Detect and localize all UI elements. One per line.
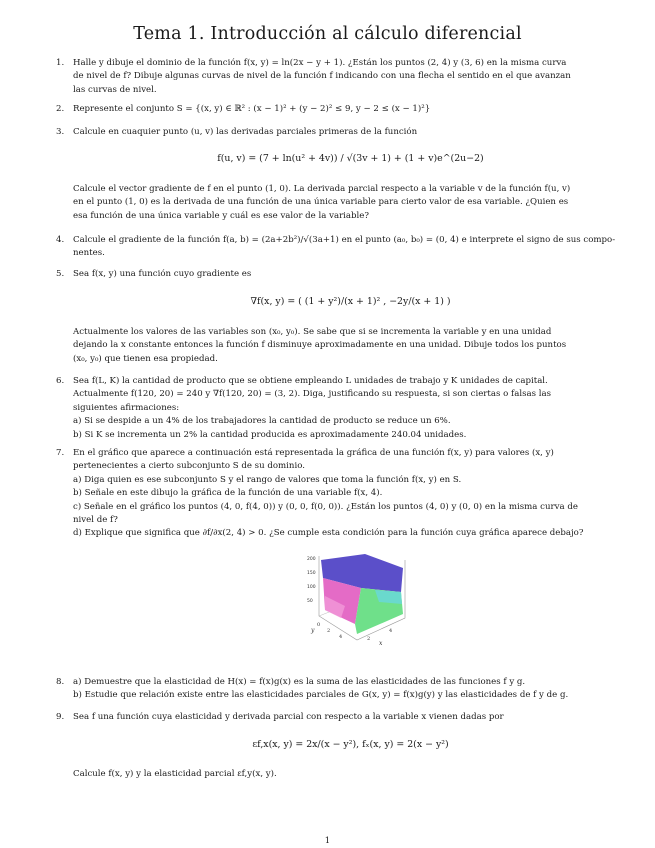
problem-number: 4. xyxy=(56,235,65,245)
z-tick-label: 200 xyxy=(307,557,316,562)
z-tick-label: 100 xyxy=(307,585,316,590)
problem-line: Actualmente los valores de las variables son (x₀, y₀). Se sabe que si se incrementa la variable y en una unidad xyxy=(73,327,552,337)
z-tick-label: 50 xyxy=(307,599,313,604)
problem-line: de nivel de f? Dibuje algunas curvas de nivel de la función f indicando con una flecha el sentido en el que avanzan xyxy=(73,71,571,82)
problem-number: 7. xyxy=(56,448,65,458)
surface-patch-cyan xyxy=(375,590,402,604)
problem-line: Represente el conjunto S = {(x, y) ∈ ℝ² : (x − 1)² + (y − 2)² ≤ 9, y − 2 ≤ (x − 1)²} xyxy=(73,104,431,114)
y-tick-label: 4 xyxy=(339,634,343,640)
problem-line: Calcule el gradiente de la función f(a, b) = (2a+2b²)/√(3a+1) en el punto (a₀, b₀) = (0, 4) e interprete el signo de sus compo- xyxy=(73,235,616,245)
problem-line: Actualmente f(120, 20) = 240 y ∇f(120, 20) = (3, 2). Diga, justificando su respuesta, si son ciertas o falsas las xyxy=(73,389,552,400)
z-tick-label: 150 xyxy=(307,571,316,576)
problem-line: b) Si K se incrementa un 2% la cantidad producida es aproximadamente 240.04 unidades. xyxy=(73,429,467,440)
problem-6 xyxy=(56,375,628,442)
problem-line: esa función de una única variable y cuál es ese valor de la variable? xyxy=(73,210,370,221)
equation-5: ∇f(x, y) = ( (1 + y²)/(x + 1)² , −2y/(x + 1) ) xyxy=(250,296,451,307)
y-axis-label: y xyxy=(311,627,315,634)
page-title: Tema 1. Introducción al cálculo diferencial xyxy=(133,24,522,44)
problem-line: Sea f una función cuya elasticidad y derivada parcial con respecto a la variable x vienen dadas por xyxy=(73,712,504,722)
equation-3: f(u, v) = (7 + ln(u² + 4v)) / √(3v + 1) + (1 + v)e^(2u−2) xyxy=(217,153,484,164)
problem-line: c) Señale en el gráfico los puntos (4, 0, f(4, 0)) y (0, 0, f(0, 0)). ¿Están los puntos (4, 0) y (0, 0) en la misma curva de xyxy=(73,501,578,512)
problem-7 xyxy=(56,447,628,541)
problem-line: Sea f(x, y) una función cuyo gradiente es xyxy=(73,269,252,279)
problem-line: dejando la x constante entonces la función f disminuye aproximadamente en una unidad. Dibuje todos los puntos xyxy=(73,340,567,351)
surface-plot xyxy=(305,548,415,648)
problem-line: nentes. xyxy=(73,248,105,259)
x-tick-label: 2 xyxy=(367,636,371,642)
problem-line: En el gráfico que aparece a continuación está representada la gráfica de una función f(x, y) para valores (x, y) xyxy=(73,448,554,458)
problem-line: a) Diga quien es ese subconjunto S y el rango de valores que toma la función f(x, y) en S. xyxy=(73,474,462,485)
problem-line: d) Explique que significa que ∂f/∂x(2, 4) > 0. ¿Se cumple esta condición para la función cuya gráfica aparece debajo? xyxy=(73,528,584,539)
problem-2 xyxy=(56,103,628,116)
problem-number: 9. xyxy=(56,712,65,722)
x-axis-label: x xyxy=(379,640,383,647)
problem-line: nivel de f? xyxy=(73,515,118,526)
problem-number: 6. xyxy=(56,376,65,386)
problem-3-continued xyxy=(73,183,628,223)
problem-9-continued xyxy=(73,768,628,781)
problem-line: a) Demuestre que la elasticidad de H(x) = f(x)g(x) es la suma de las elasticidades de las funciones f y g. xyxy=(73,677,526,687)
equation-9: εf,x(x, y) = 2x/(x − y²), fₓ(x, y) = 2(x − y²) xyxy=(252,739,449,750)
problem-number: 2. xyxy=(56,104,65,114)
problem-5-continued xyxy=(73,326,628,366)
problem-line: Calcule en cuaquier punto (u, v) las derivadas parciales primeras de la función xyxy=(73,127,418,137)
problem-line: Halle y dibuje el dominio de la función f(x, y) = ln(2x − y + 1). ¿Están los puntos (2, 4) y (3, 6) en la misma curva xyxy=(73,58,567,68)
problem-9 xyxy=(56,711,628,724)
problem-line: Calcule el vector gradiente de f en el punto (1, 0). La derivada parcial respecto a la variable v de la función f(u, v) xyxy=(73,184,571,194)
problem-line: b) Estudie que relación existe entre las elasticidades parciales de G(x, y) = f(x)g(y) y las elasticidades de f y de g. xyxy=(73,690,569,701)
y-tick-label: 0 xyxy=(317,622,321,628)
x-tick-label: 4 xyxy=(389,628,393,634)
problem-line: pertenecientes a cierto subconjunto S de su dominio. xyxy=(73,461,305,472)
problem-number: 8. xyxy=(56,677,65,687)
problem-line: (x₀, y₀) que tienen esa propiedad. xyxy=(73,353,218,364)
page-number: 1 xyxy=(324,836,331,846)
problem-8 xyxy=(56,676,628,703)
problem-number: 1. xyxy=(56,58,65,68)
problem-line: en el punto (1, 0) es la derivada de una función de una única variable para cierto valor de esa variable. ¿Quien es xyxy=(73,197,569,208)
problem-1 xyxy=(56,57,628,97)
problem-line: las curvas de nivel. xyxy=(73,84,157,95)
problem-line: siguientes afirmaciones: xyxy=(73,402,180,413)
surface-plot-svg xyxy=(305,548,415,648)
y-tick-label: 2 xyxy=(327,628,331,634)
problem-line: Calcule f(x, y) y la elasticidad parcial εf,y(x, y). xyxy=(73,769,277,779)
problem-line: b) Señale en este dibujo la gráfica de la función de una variable f(x, 4). xyxy=(73,488,383,499)
problem-4 xyxy=(56,234,628,261)
problem-5 xyxy=(56,268,628,281)
problem-3 xyxy=(56,126,628,139)
problem-line: Sea f(L, K) la cantidad de producto que se obtiene empleando L unidades de trabajo y K unidades de capital. xyxy=(73,376,548,386)
problem-line: a) Si se despide a un 4% de los trabajadores la cantidad de producto se reduce un 6%. xyxy=(73,416,451,427)
problem-number: 3. xyxy=(56,127,65,137)
problem-number: 5. xyxy=(56,269,65,279)
